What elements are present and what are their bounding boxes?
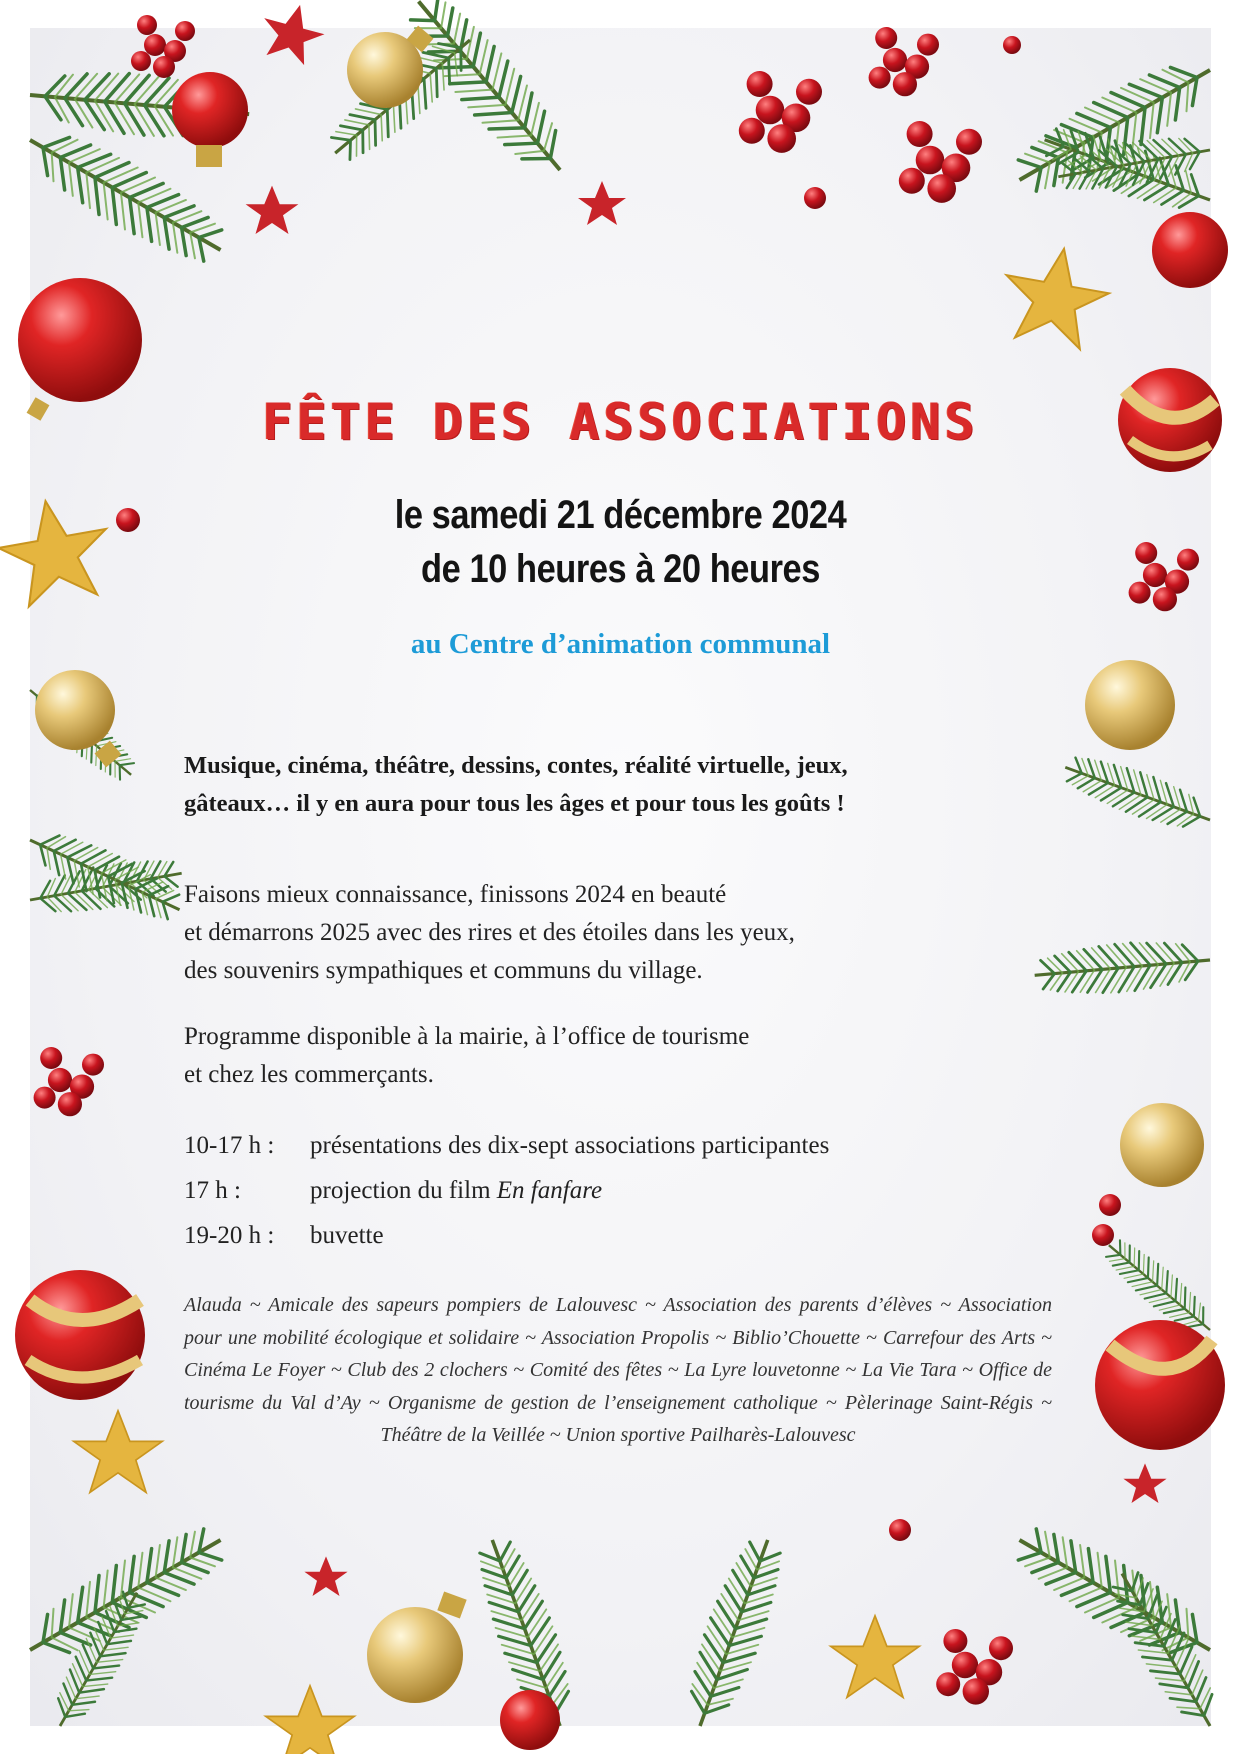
schedule bbox=[184, 1132, 1084, 1267]
intro-text bbox=[184, 747, 1064, 823]
paragraph-line: des souvenirs sympathiques et communs du village. bbox=[184, 957, 703, 984]
event-hours: de 10 heures à 20 heures bbox=[421, 547, 820, 591]
paragraph-welcome bbox=[184, 876, 1064, 990]
paragraph-programme bbox=[184, 1018, 1064, 1094]
paragraph-line: Faisons mieux connaissance, finissons 2024 en beauté bbox=[184, 881, 727, 908]
schedule-time: 19-20 h : bbox=[184, 1222, 275, 1249]
film-title: En fanfare bbox=[496, 1177, 603, 1204]
paragraph-line: et chez les commerçants. bbox=[184, 1061, 434, 1088]
paragraph-line: et démarrons 2025 avec des rires et des étoiles dans les yeux, bbox=[184, 919, 795, 946]
event-date: le samedi 21 décembre 2024 bbox=[394, 493, 847, 537]
schedule-desc: présentations des dix-sept associations participantes bbox=[310, 1132, 830, 1159]
schedule-time: 10-17 h : bbox=[184, 1132, 275, 1159]
intro-line: Musique, cinéma, théâtre, dessins, contes, réalité virtuelle, jeux, bbox=[184, 752, 848, 779]
schedule-desc: buvette bbox=[310, 1222, 384, 1249]
paragraph-line: Programme disponible à la mairie, à l’office de tourisme bbox=[184, 1023, 750, 1050]
event-title: FÊTE DES ASSOCIATIONS bbox=[262, 393, 979, 451]
schedule-desc-prefix: projection du film bbox=[310, 1177, 497, 1204]
event-venue: au Centre d’animation communal bbox=[410, 628, 831, 660]
schedule-row bbox=[184, 1132, 1084, 1177]
date-block bbox=[87, 488, 1154, 596]
schedule-row bbox=[184, 1222, 1084, 1267]
schedule-time: 17 h : bbox=[184, 1177, 241, 1204]
schedule-row bbox=[184, 1177, 1084, 1222]
associations-list: Alauda ~ Amicale des sapeurs pompiers de Lalouvesc ~ Association des parents d’élèves ~ Association pour une mobilité écologique et solidaire ~ Association Propolis ~ Biblio’Chouette ~ Carrefour des Arts ~ Cinéma Le Foyer ~ Club des 2 clochers ~ Comité des fêtes ~ La Lyre louvetonne ~ La Vie Tara ~ Office de tourisme du Val d’Ay ~ Organisme de gestion de l’enseignement catholique ~ Pèlerinage Saint-Régis ~ Théâtre de la Veillée ~ Union sportive Pailharès-Lalouvesc bbox=[184, 1294, 1052, 1446]
schedule-desc bbox=[310, 1177, 602, 1205]
intro-line: gâteaux… il y en aura pour tous les âges et pour tous les goûts ! bbox=[184, 790, 845, 817]
